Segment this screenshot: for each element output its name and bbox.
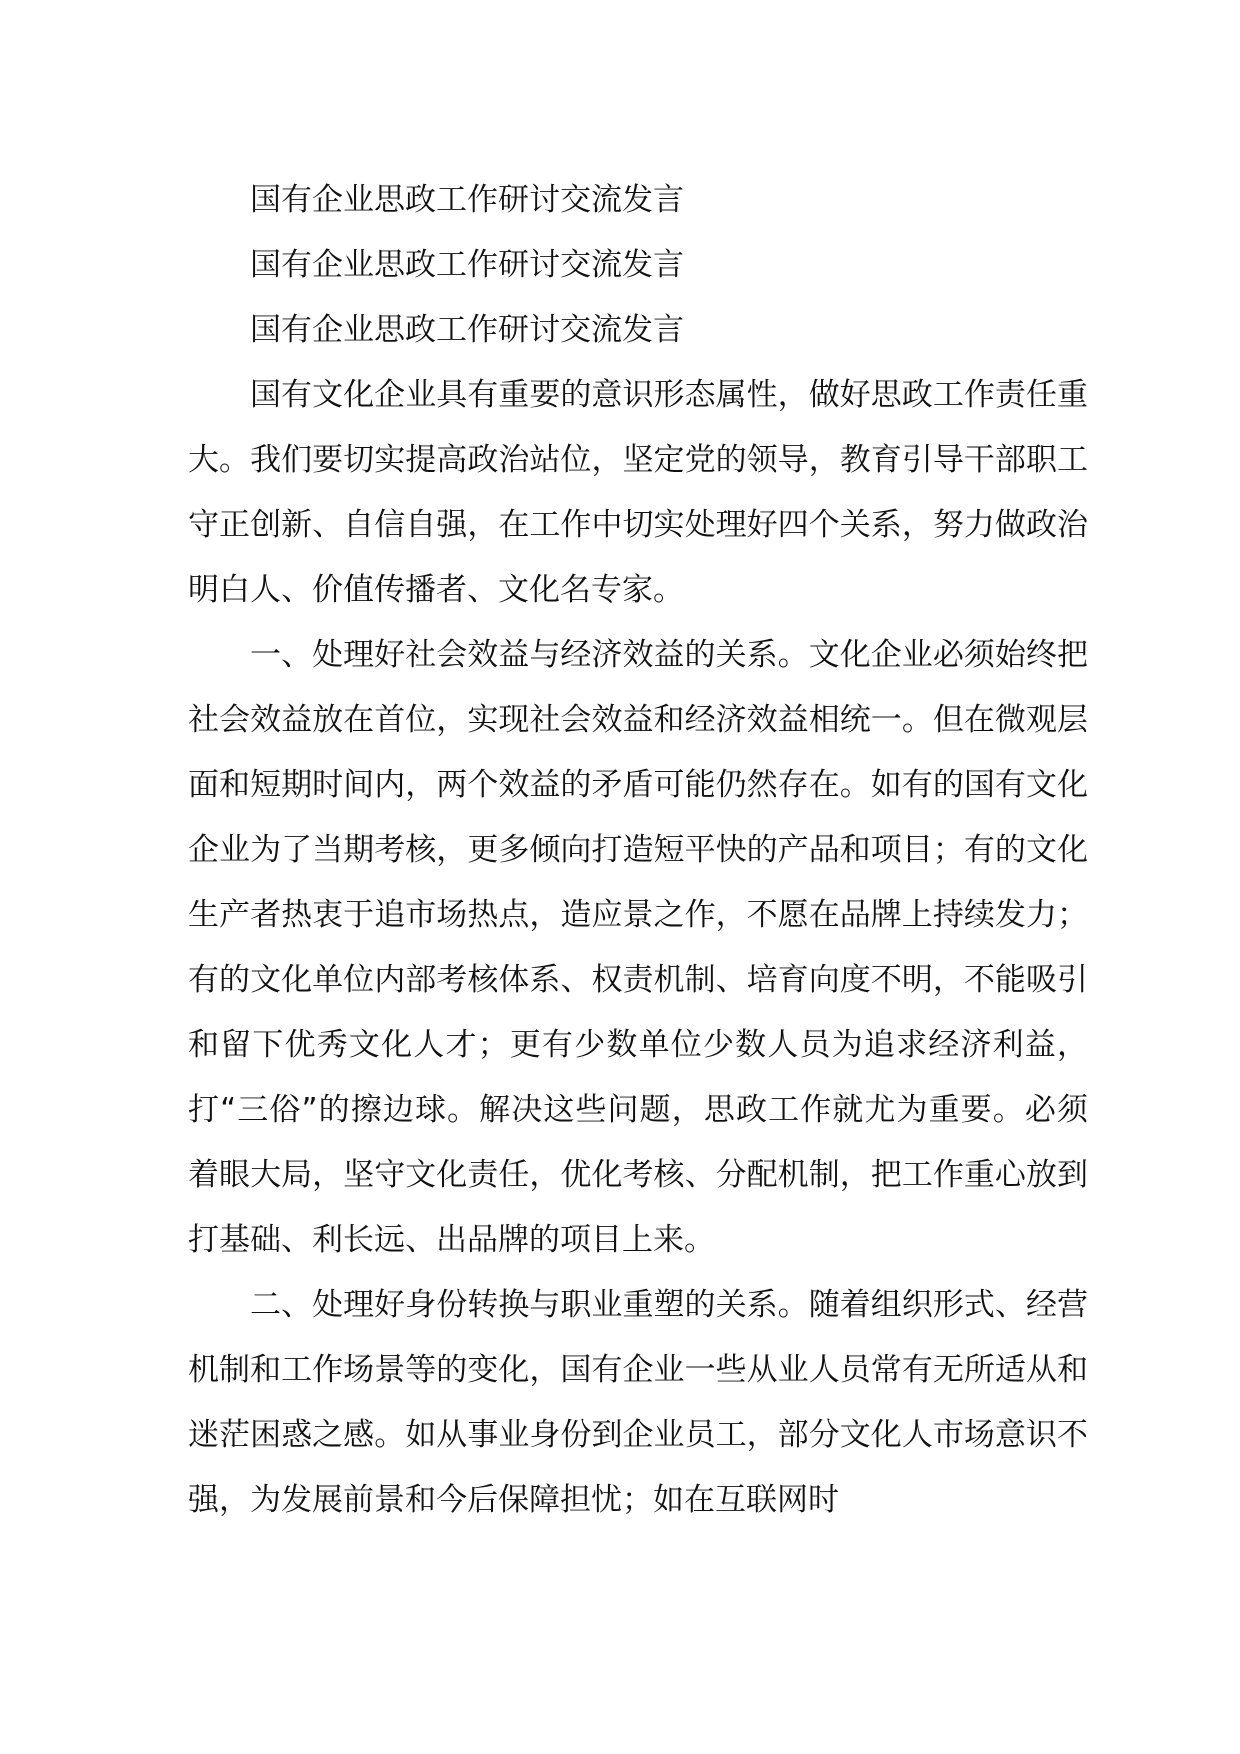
document-title-line: 国有企业思政工作研讨交流发言 (250, 312, 684, 348)
document-title-line: 国有企业思政工作研讨交流发言 (250, 182, 684, 218)
document-title-line: 国有企业思政工作研讨交流发言 (250, 247, 684, 283)
section-one-paragraph: 一、处理好社会效益与经济效益的关系。文化企业必须始终把社会效益放在首位，实现社会效益和经济效益相统一。但在微观层面和短期时间内，两个效益的矛盾可能仍然存在。如有的国有文化企业为了当期考核，更多倾向打造短平快的产品和项目；有的文化生产者热衷于追市场热点，造应景之作，不愿在品牌上持续发力；有的文化单位内部考核体系、权责机制、培育向度不明，不能吸引和留下优秀文化人才；更有少数单位少数人员为追求经济利益，打“三俗”的擦边球。解决这些问题，思政工作就尤为重要。必须着眼大局，坚守文化责任，优化考核、分配机制，把工作重心放到打基础、利长远、出品牌的项目上来。 (188, 637, 1088, 1258)
intro-paragraph: 国有文化企业具有重要的意识形态属性，做好思政工作责任重大。我们要切实提高政治站位，坚定党的领导，教育引导干部职工守正创新、自信自强，在工作中切实处理好四个关系，努力做政治明白人、价值传播者、文化名专家。 (188, 377, 1088, 608)
section-two-paragraph: 二、处理好身份转换与职业重塑的关系。随着组织形式、经营机制和工作场景等的变化，国有企业一些从业人员常有无所适从和迷茫困惑之感。如从事业身份到企业员工，部分文化人市场意识不强，为发展前景和今后保障担忧；如在互联网时 (188, 1287, 1088, 1518)
document-body (188, 168, 1088, 1533)
